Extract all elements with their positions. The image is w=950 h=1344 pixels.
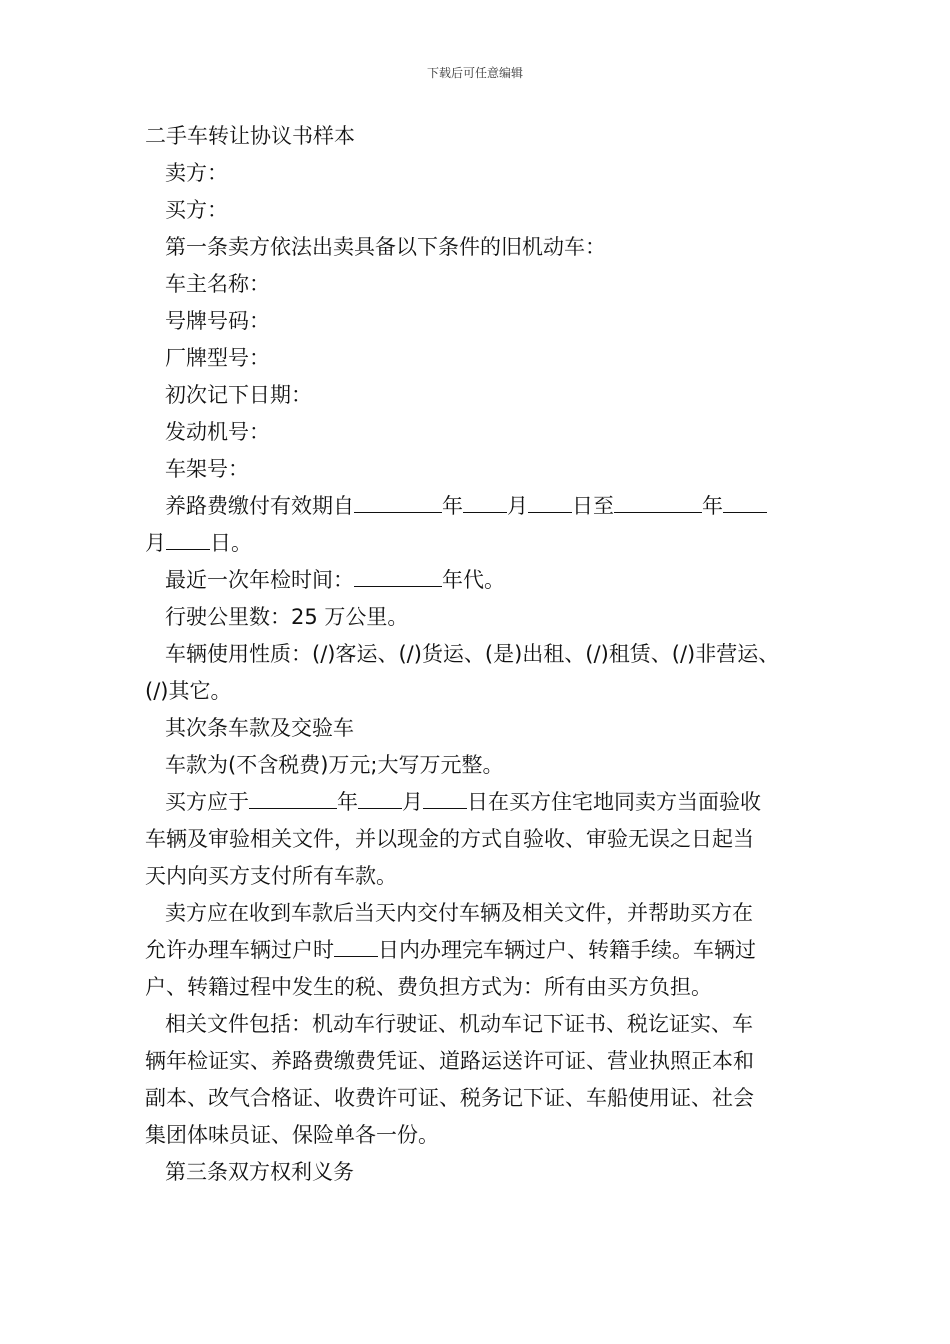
registration-date-field: 初次记下日期： bbox=[165, 383, 312, 407]
document-body bbox=[145, 118, 807, 1191]
blank-day-start bbox=[528, 490, 572, 513]
blank-day-end bbox=[166, 527, 210, 550]
blank-payment-month bbox=[358, 786, 402, 809]
buyer-line: 买方： bbox=[165, 198, 228, 222]
documents-line-4: 集团体味员证、保险单各一份。 bbox=[145, 1123, 439, 1147]
price-line: 车款为(不含税费)万元;大写万元整。 bbox=[165, 753, 504, 777]
article-1-heading: 第一条卖方依法出卖具备以下条件的旧机动车： bbox=[165, 235, 606, 259]
payment-line-1 bbox=[145, 784, 807, 821]
blank-transfer-days bbox=[334, 934, 378, 957]
road-fee-day2: 日。 bbox=[210, 531, 252, 555]
documents-line-3: 副本、改气合格证、收费许可证、税务记下证、车船使用证、社会 bbox=[145, 1086, 754, 1110]
blank-payment-day bbox=[423, 786, 467, 809]
inspection-prefix: 最近一次年检时间： bbox=[165, 568, 354, 592]
plate-field: 号牌号码： bbox=[165, 309, 270, 333]
owner-field: 车主名称： bbox=[165, 272, 270, 296]
payment-line-3: 天内向买方支付所有车款。 bbox=[145, 864, 397, 888]
road-fee-line-2 bbox=[145, 525, 807, 562]
payment-rest: 日在买方住宅地同卖方当面验收 bbox=[467, 790, 761, 814]
article-3-heading: 第三条双方权利义务 bbox=[165, 1160, 354, 1184]
article-2-heading: 其次条车款及交验车 bbox=[165, 716, 354, 740]
road-fee-prefix: 养路费缴付有效期自 bbox=[165, 494, 354, 518]
blank-month-end-a bbox=[723, 490, 767, 513]
transfer-rest: 日内办理完车辆过户、转籍手续。车辆过 bbox=[378, 938, 756, 962]
payment-prefix: 买方应于 bbox=[165, 790, 249, 814]
transfer-prefix: 允许办理车辆过户时 bbox=[145, 938, 334, 962]
model-field: 厂牌型号： bbox=[165, 346, 270, 370]
payment-month: 月 bbox=[402, 790, 423, 814]
documents-line-1: 相关文件包括：机动车行驶证、机动车记下证书、税讫证实、车 bbox=[165, 1012, 753, 1036]
blank-payment-year bbox=[249, 786, 337, 809]
road-fee-month1: 月 bbox=[507, 494, 528, 518]
blank-year-end bbox=[614, 490, 702, 513]
blank-year-start bbox=[354, 490, 442, 513]
transfer-line-3: 户、转籍过程中发生的税、费负担方式为：所有由买方负担。 bbox=[145, 975, 712, 999]
road-fee-year2: 年 bbox=[702, 494, 723, 518]
payment-line-2: 车辆及审验相关文件，并以现金的方式自验收、审验无误之日起当 bbox=[145, 827, 754, 851]
engine-number-field: 发动机号： bbox=[165, 420, 270, 444]
inspection-line bbox=[145, 562, 807, 599]
document-title: 二手车转让协议书样本 bbox=[145, 124, 355, 148]
usage-line-1: 车辆使用性质：(/)客运、(/)货运、(是)出租、(/)租赁、(/)非营运、 bbox=[165, 642, 780, 666]
frame-number-field: 车架号： bbox=[165, 457, 249, 481]
transfer-line-1: 卖方应在收到车款后当天内交付车辆及相关文件，并帮助买方在 bbox=[165, 901, 753, 925]
seller-line: 卖方： bbox=[165, 161, 228, 185]
page-header: 下载后可任意编辑 bbox=[426, 66, 523, 80]
usage-line-2: (/)其它。 bbox=[145, 679, 232, 703]
road-fee-year1: 年 bbox=[442, 494, 463, 518]
blank-inspection bbox=[354, 564, 442, 587]
blank-month-start bbox=[463, 490, 507, 513]
inspection-suffix: 年代。 bbox=[442, 568, 505, 592]
payment-year: 年 bbox=[337, 790, 358, 814]
mileage-line: 行驶公里数：25 万公里。 bbox=[165, 605, 409, 629]
road-fee-day1: 日至 bbox=[572, 494, 614, 518]
road-fee-line bbox=[145, 488, 807, 525]
road-fee-month2: 月 bbox=[145, 531, 166, 555]
documents-line-2: 辆年检证实、养路费缴费凭证、道路运送许可证、营业执照正本和 bbox=[145, 1049, 754, 1073]
transfer-line-2 bbox=[145, 932, 807, 969]
